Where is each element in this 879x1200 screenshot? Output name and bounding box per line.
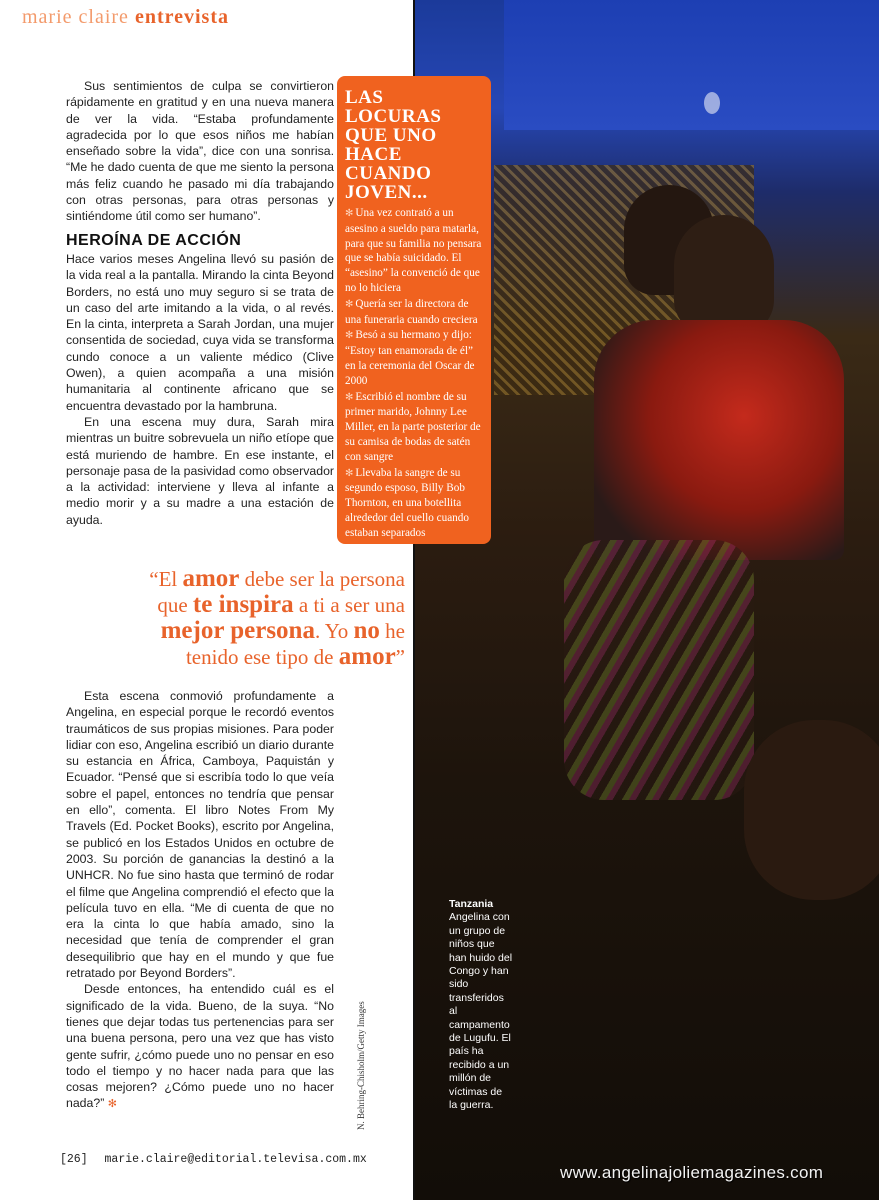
pull-quote-line: mejor persona. Yo no he (160, 617, 405, 644)
asterisk-icon: ✻ (345, 391, 354, 403)
article-subhead: HEROÍNA DE ACCIÓN (66, 231, 242, 249)
page-footer (60, 1153, 367, 1166)
section-name: entrevista (134, 6, 229, 28)
sidebar-title: LAS LOCURAS QUE UNO HACE CUANDO JOVEN... (345, 87, 442, 203)
asterisk-icon: ✻ (345, 330, 354, 342)
pull-quote-line: tenido ese tipo de amor” (185, 643, 405, 670)
sidebar-box (337, 76, 491, 544)
asterisk-icon: ✻ (345, 208, 354, 219)
end-mark-icon: ✻ (107, 1098, 117, 1111)
sidebar-item: ✻ Escribió el nombre de su primer marido, Johnny Lee Miller, en la parte posterior de su camisa de bodas de satén con sangre (345, 390, 481, 463)
pull-quote (60, 566, 405, 670)
pull-quote-line: que te inspira a ti a ser una (157, 591, 405, 618)
article-paragraph: Esta escena conmovió profundamente a Angelina, en especial porque le recordó eventos traumáticos de sus propias misiones. Para poder lidiar con eso, Angelina escribió un diario durante su estancia en África, Camboya, Paquistán y Ecuador. “Pensé que si escribía todo lo que veía sobre el papel, entonces no tendría que pensar en ello”, comenta. El libro Notes From My Travels (Ed. Pocket Books), escrito por Angelina, se publicó en los Estados Unidos en octubre de 2003. Su porción de ganancias la destinó a la UNHCR. No fue sino hasta que terminó de rodar el filme que Angelina comprendió el efecto que la película tuvo en ella. “Me di cuenta de que no era la cinta lo que había amado, sino la necesidad que tenía de comprender el gran desequilibrio que hay en el mundo y que fue retratado por Beyond Borders”. (66, 689, 334, 981)
sidebar-item: ✻ Una vez contrató a un asesino a sueldo para matarla, para que su familia no pensara que se había suicidado. El “asesino” la convenció de que no lo hiciera (345, 207, 482, 294)
sidebar-item: ✻ Llevaba la sangre de su segundo esposo, Billy Bob Thornton, en una botellita alrededor del cuello cuando estaban separados (345, 466, 469, 539)
red-jacket-figure (594, 320, 844, 560)
article-column-top (66, 78, 334, 528)
moon (704, 92, 720, 114)
article-column-bottom (66, 688, 334, 1113)
patterned-cloth (564, 540, 754, 800)
sidebar-item: ✻ Besó a su hermano y dijo: “Estoy tan enamorada de él” en la ceremonia del Oscar de 2000 (345, 329, 475, 387)
footer-email: marie.claire@editorial.televisa.com.mx (104, 1153, 367, 1166)
article-paragraph: En una escena muy dura, Sarah mira mientras un buitre sobrevuela un niño etíope que está muriendo de hambre. En ese instante, el personaje pasa de la pasividad como observador a la actividad: interviene y lleva al infante a medio morir y a su madre a una estación de ayuda. (66, 414, 334, 527)
asterisk-icon: ✻ (345, 298, 354, 310)
intro-paragraph: Sus sentimientos de culpa se convirtieron rápidamente en gratitud y en una nueva manera de ver la vida. “Estaba profundamente agradecida por lo que esos niños me habían enseñado sobre la vida”, dice con una sonrisa. “Me he dado cuenta de que me siento la persona más feliz cuando he pasado mi día trabajando con otras personas, para otras personas y sintiéndome útil como ser humano”. (66, 79, 334, 224)
photo-caption (449, 898, 513, 1113)
asterisk-icon: ✻ (345, 467, 354, 479)
pull-quote-line: “El amor debe ser la persona (149, 565, 405, 592)
sidebar-item: ✻ Quería ser la directora de una funeraria cuando creciera (345, 297, 478, 326)
child-figure (674, 215, 774, 335)
caption-text: Angelina con un grupo de niños que han huido del Congo y han sido transferidos al campamento de Lugufu. El país ha recibido a un millón de víctimas de la guerra. (449, 911, 513, 1112)
sidebar-list (345, 206, 484, 541)
magazine-name: marie claire (22, 6, 129, 28)
caption-title: Tanzania (449, 898, 494, 910)
article-paragraph: Desde entonces, ha entendido cuál es el significado de la vida. Bueno, de la suya. “No tienes que dejar todas tus pertenencias para ser una buena persona, pero una vez que has visto gente sufrir, ¿cómo puede uno no pensar en eso todo el tiempo y no hacer nada para que las cosas mejoren? ¿Cómo puede uno no hacer nada?” ✻ (66, 982, 334, 1111)
seated-figure (744, 720, 879, 900)
article-paragraph: Hace varios meses Angelina llevó su pasión de la vida real a la pantalla. Mirando la cinta Beyond Borders, no está uno muy seguro si se trata de un caso del arte imitando a la vida, o al revés. En la cinta, interpreta a Sarah Jordan, una mujer consentida de sociedad, cuya vida se transforma cundo conoce a un valiente médico (Clive Owen), a quien acompaña a una misión humanitaria al continente africano que se encuentra devastado por la hambruna. (66, 251, 334, 413)
magazine-header (22, 6, 229, 29)
photo-credit: N. Behring-Chisholm/Getty Images (356, 1001, 366, 1130)
watermark: www.angelinajoliemagazines.com (560, 1163, 824, 1182)
page-number: [26] (60, 1153, 88, 1166)
tent-canopy (504, 0, 879, 130)
